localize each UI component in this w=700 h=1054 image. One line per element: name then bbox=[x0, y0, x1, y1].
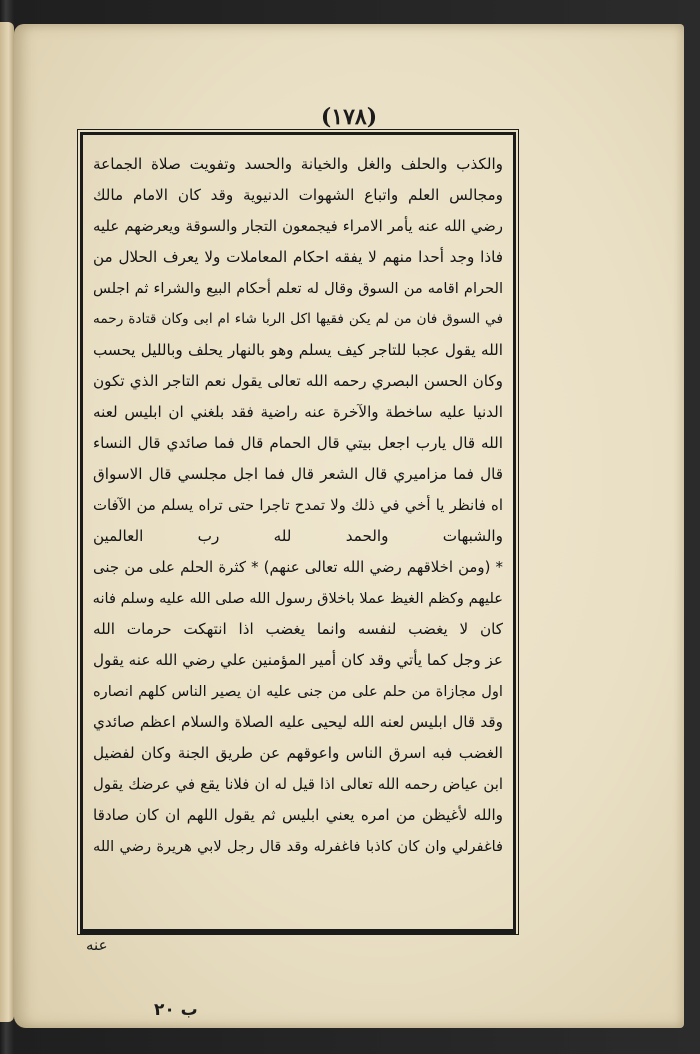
text-line: والله لأغيظن من امره يعني ابليس ثم يقول اللهم ان كان صادقا bbox=[93, 806, 503, 824]
text-line: الدنيا عليه ساخطة والآخرة عنه راضية فقد بلغني ان ابليس لعنه bbox=[93, 403, 503, 421]
body-text bbox=[93, 149, 503, 862]
text-line: الغضب فبه اسرق الناس واعوقهم عن طريق الجنة وكان لفضيل bbox=[93, 744, 503, 762]
book-page bbox=[14, 24, 684, 1028]
text-line: الحرام اقامه من السوق وقال له تعلم أحكام البيع والشراء ثم اجلس bbox=[93, 280, 503, 297]
text-line: اه فانظر يا أخي في ذلك ولا تمدح تاجرا حتى تراه يسلم من الآفات bbox=[93, 496, 503, 514]
text-line: كان لا يغضب لنفسه وانما يغضب اذا انتهكت حرمات الله bbox=[93, 620, 503, 638]
text-line: فاذا وجد أحدا منهم لا يفقه احكام المعاملات ولا يعرف الحلال من bbox=[93, 248, 503, 266]
text-line: فاغفرلي وان كان كاذبا فاغفرله وقد قال رجل لابي هريرة رضي الله bbox=[93, 838, 503, 855]
text-line: اول مجازاة من حلم على من جنى عليه ان يصير الناس كلهم انصاره bbox=[93, 683, 503, 700]
signature-mark: ب ٢٠ bbox=[154, 1000, 198, 1020]
catchword: عنه bbox=[86, 936, 108, 954]
text-line: عليهم وكظم الغيظ عملا باخلاق رسول الله صلى الله عليه وسلم فانه bbox=[93, 590, 503, 607]
text-line: ابن عياض رحمه الله تعالى اذا قيل له ان فلانا يقع في عرضك يقول bbox=[93, 775, 503, 793]
text-line: رضي الله عنه يأمر الامراء فيجمعون التجار والسوقة ويعرضهم عليه bbox=[93, 217, 503, 235]
text-line: * (ومن اخلاقهم رضي الله تعالى عنهم) * كثرة الحلم على من جنى bbox=[93, 558, 503, 576]
page-number: (١٧٨) bbox=[320, 104, 378, 130]
text-line: في السوق فان من لم يكن فقيها اكل الربا شاء ام ابى وكان قتادة رحمه bbox=[93, 311, 503, 327]
text-line: ومجالس العلم واتباع الشهوات الدنيوية وقد كان الامام مالك bbox=[93, 186, 503, 204]
text-line: وقد قال ابليس لعنه الله ليحيى عليه الصلاة والسلام اعظم صائدي bbox=[93, 713, 503, 731]
text-line: الله قال يارب اجعل بيتي قال الحمام قال فما صائدي قال النساء bbox=[93, 434, 503, 452]
text-line: وكان الحسن البصري رحمه الله تعالى يقول نعم التاجر الذي تكون bbox=[93, 372, 503, 390]
facing-page-edge bbox=[0, 22, 14, 1022]
text-frame bbox=[80, 132, 516, 932]
text-line: والكذب والحلف والغل والخيانة والحسد وتفويت صلاة الجماعة bbox=[93, 155, 503, 173]
text-line: الله يقول عجبا للتاجر كيف يسلم وهو بالنهار يحلف وبالليل يحسب bbox=[93, 341, 503, 359]
text-line: عز وجل كما يأتي وقد كان أمير المؤمنين علي رضي الله عنه يقول bbox=[93, 651, 503, 669]
text-line: قال فما مزاميري قال الشعر قال فما اجل مجلسي قال الاسواق bbox=[93, 465, 503, 483]
frame-bottom-rule bbox=[80, 932, 516, 934]
text-line: والشبهات والحمد لله رب العالمين bbox=[93, 527, 503, 545]
